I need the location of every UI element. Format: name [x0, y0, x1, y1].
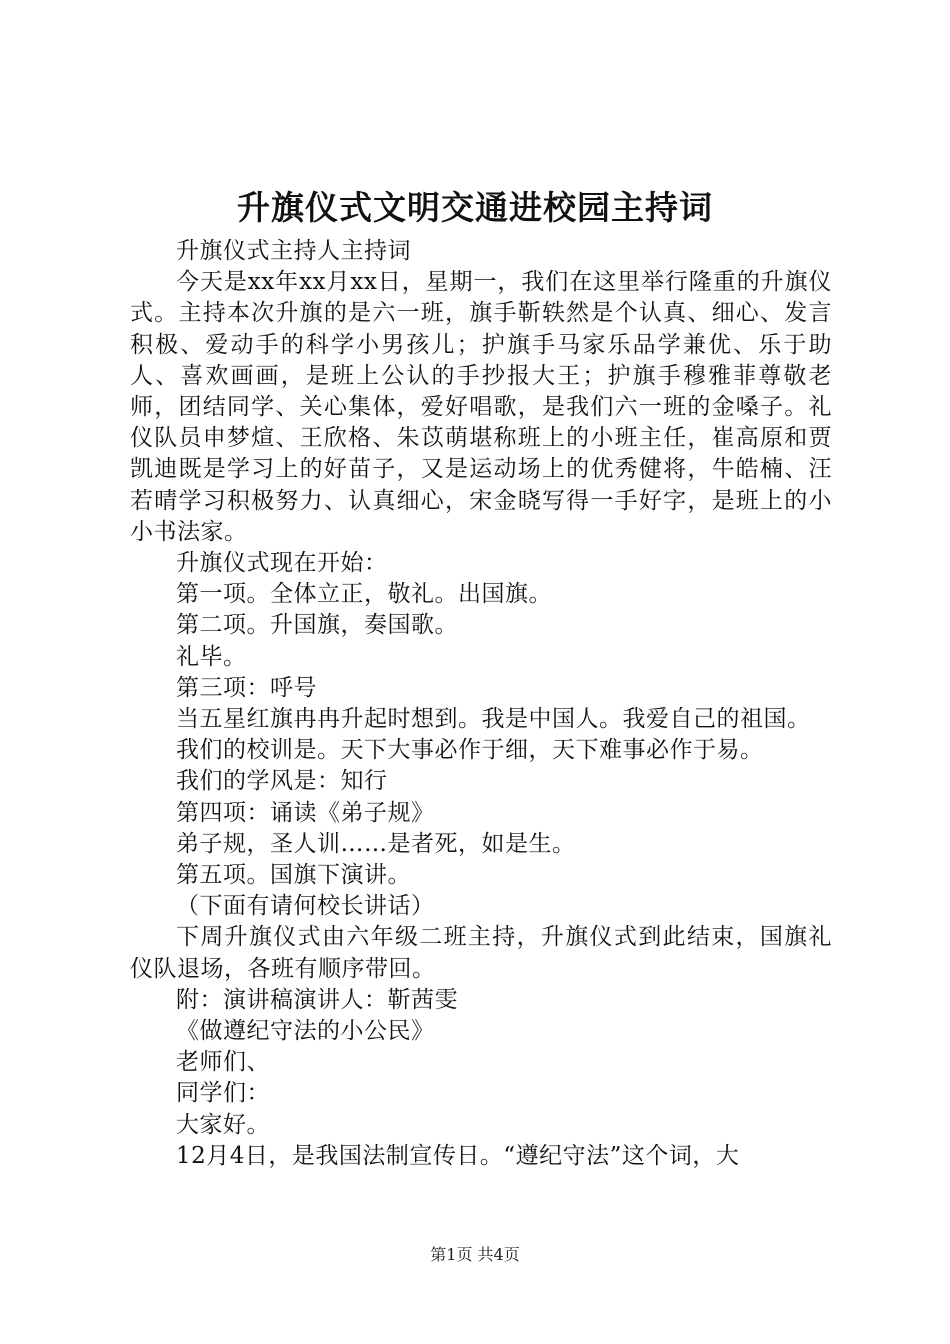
paragraph: （下面有请何校长讲话）	[176, 893, 435, 920]
paragraph: 第二项。升国旗，奏国歌。	[176, 612, 458, 639]
paragraph: 《做遵纪守法的小公民》	[176, 1018, 435, 1045]
paragraph: 我们的学风是：知行	[176, 768, 388, 795]
paragraph: 12月4日，是我国法制宣传日。“遵纪守法”这个词，大	[176, 1142, 740, 1169]
paragraph: 弟子规，圣人训……是者死，如是生。	[176, 830, 576, 857]
paragraph: 我们的校训是。天下大事必作于细，天下难事必作于易。	[176, 737, 764, 764]
paragraph: 老师们、	[176, 1049, 270, 1076]
paragraph: 大家好。	[176, 1111, 270, 1138]
paragraph: 今天是xx年xx月xx日，星期一，我们在这里举行隆重的升旗仪式。主持本次升旗的是六一班，旗手靳轶然是个认真、细心、发言积极、爱动手的科学小男孩儿；护旗手马家乐品学兼优、乐于助人、喜欢画画，是班上公认的手抄报大王；护旗手穆雅菲尊敬老师，团结同学、关心集体，爱好唱歌，是我们六一班的金嗓子。礼仪队员申梦煊、王欣格、朱苡萌堪称班上的小班主任，崔高原和贾凯迪既是学习上的好苗子，又是运动场上的优秀健将，牛皓楠、汪若晴学习积极努力、认真细心，宋金晓写得一手好字，是班上的小小书法家。	[130, 269, 832, 545]
paragraph: 第三项：呼号	[176, 674, 317, 701]
paragraph: 礼毕。	[176, 643, 247, 670]
paragraph: 同学们：	[176, 1080, 270, 1107]
paragraph: 附：演讲稿演讲人：靳茜雯	[176, 986, 458, 1013]
paragraph: 第四项：诵读《弟子规》	[176, 799, 435, 826]
document-title: 升旗仪式文明交通进校园主持词	[237, 188, 713, 227]
paragraph: 升旗仪式现在开始：	[176, 550, 388, 577]
paragraph: 第五项。国旗下演讲。	[176, 862, 411, 889]
document-body	[130, 236, 832, 1172]
paragraph: 当五星红旗冉冉升起时想到。我是中国人。我爱自己的祖国。	[176, 706, 811, 733]
paragraph: 升旗仪式主持人主持词	[176, 238, 411, 264]
paragraph: 下周升旗仪式由六年级二班主持，升旗仪式到此结束，国旗礼仪队退场，各班有顺序带回。	[130, 924, 832, 982]
page-number-footer: 第1页 共4页	[430, 1245, 520, 1264]
paragraph: 第一项。全体立正，敬礼。出国旗。	[176, 581, 552, 608]
